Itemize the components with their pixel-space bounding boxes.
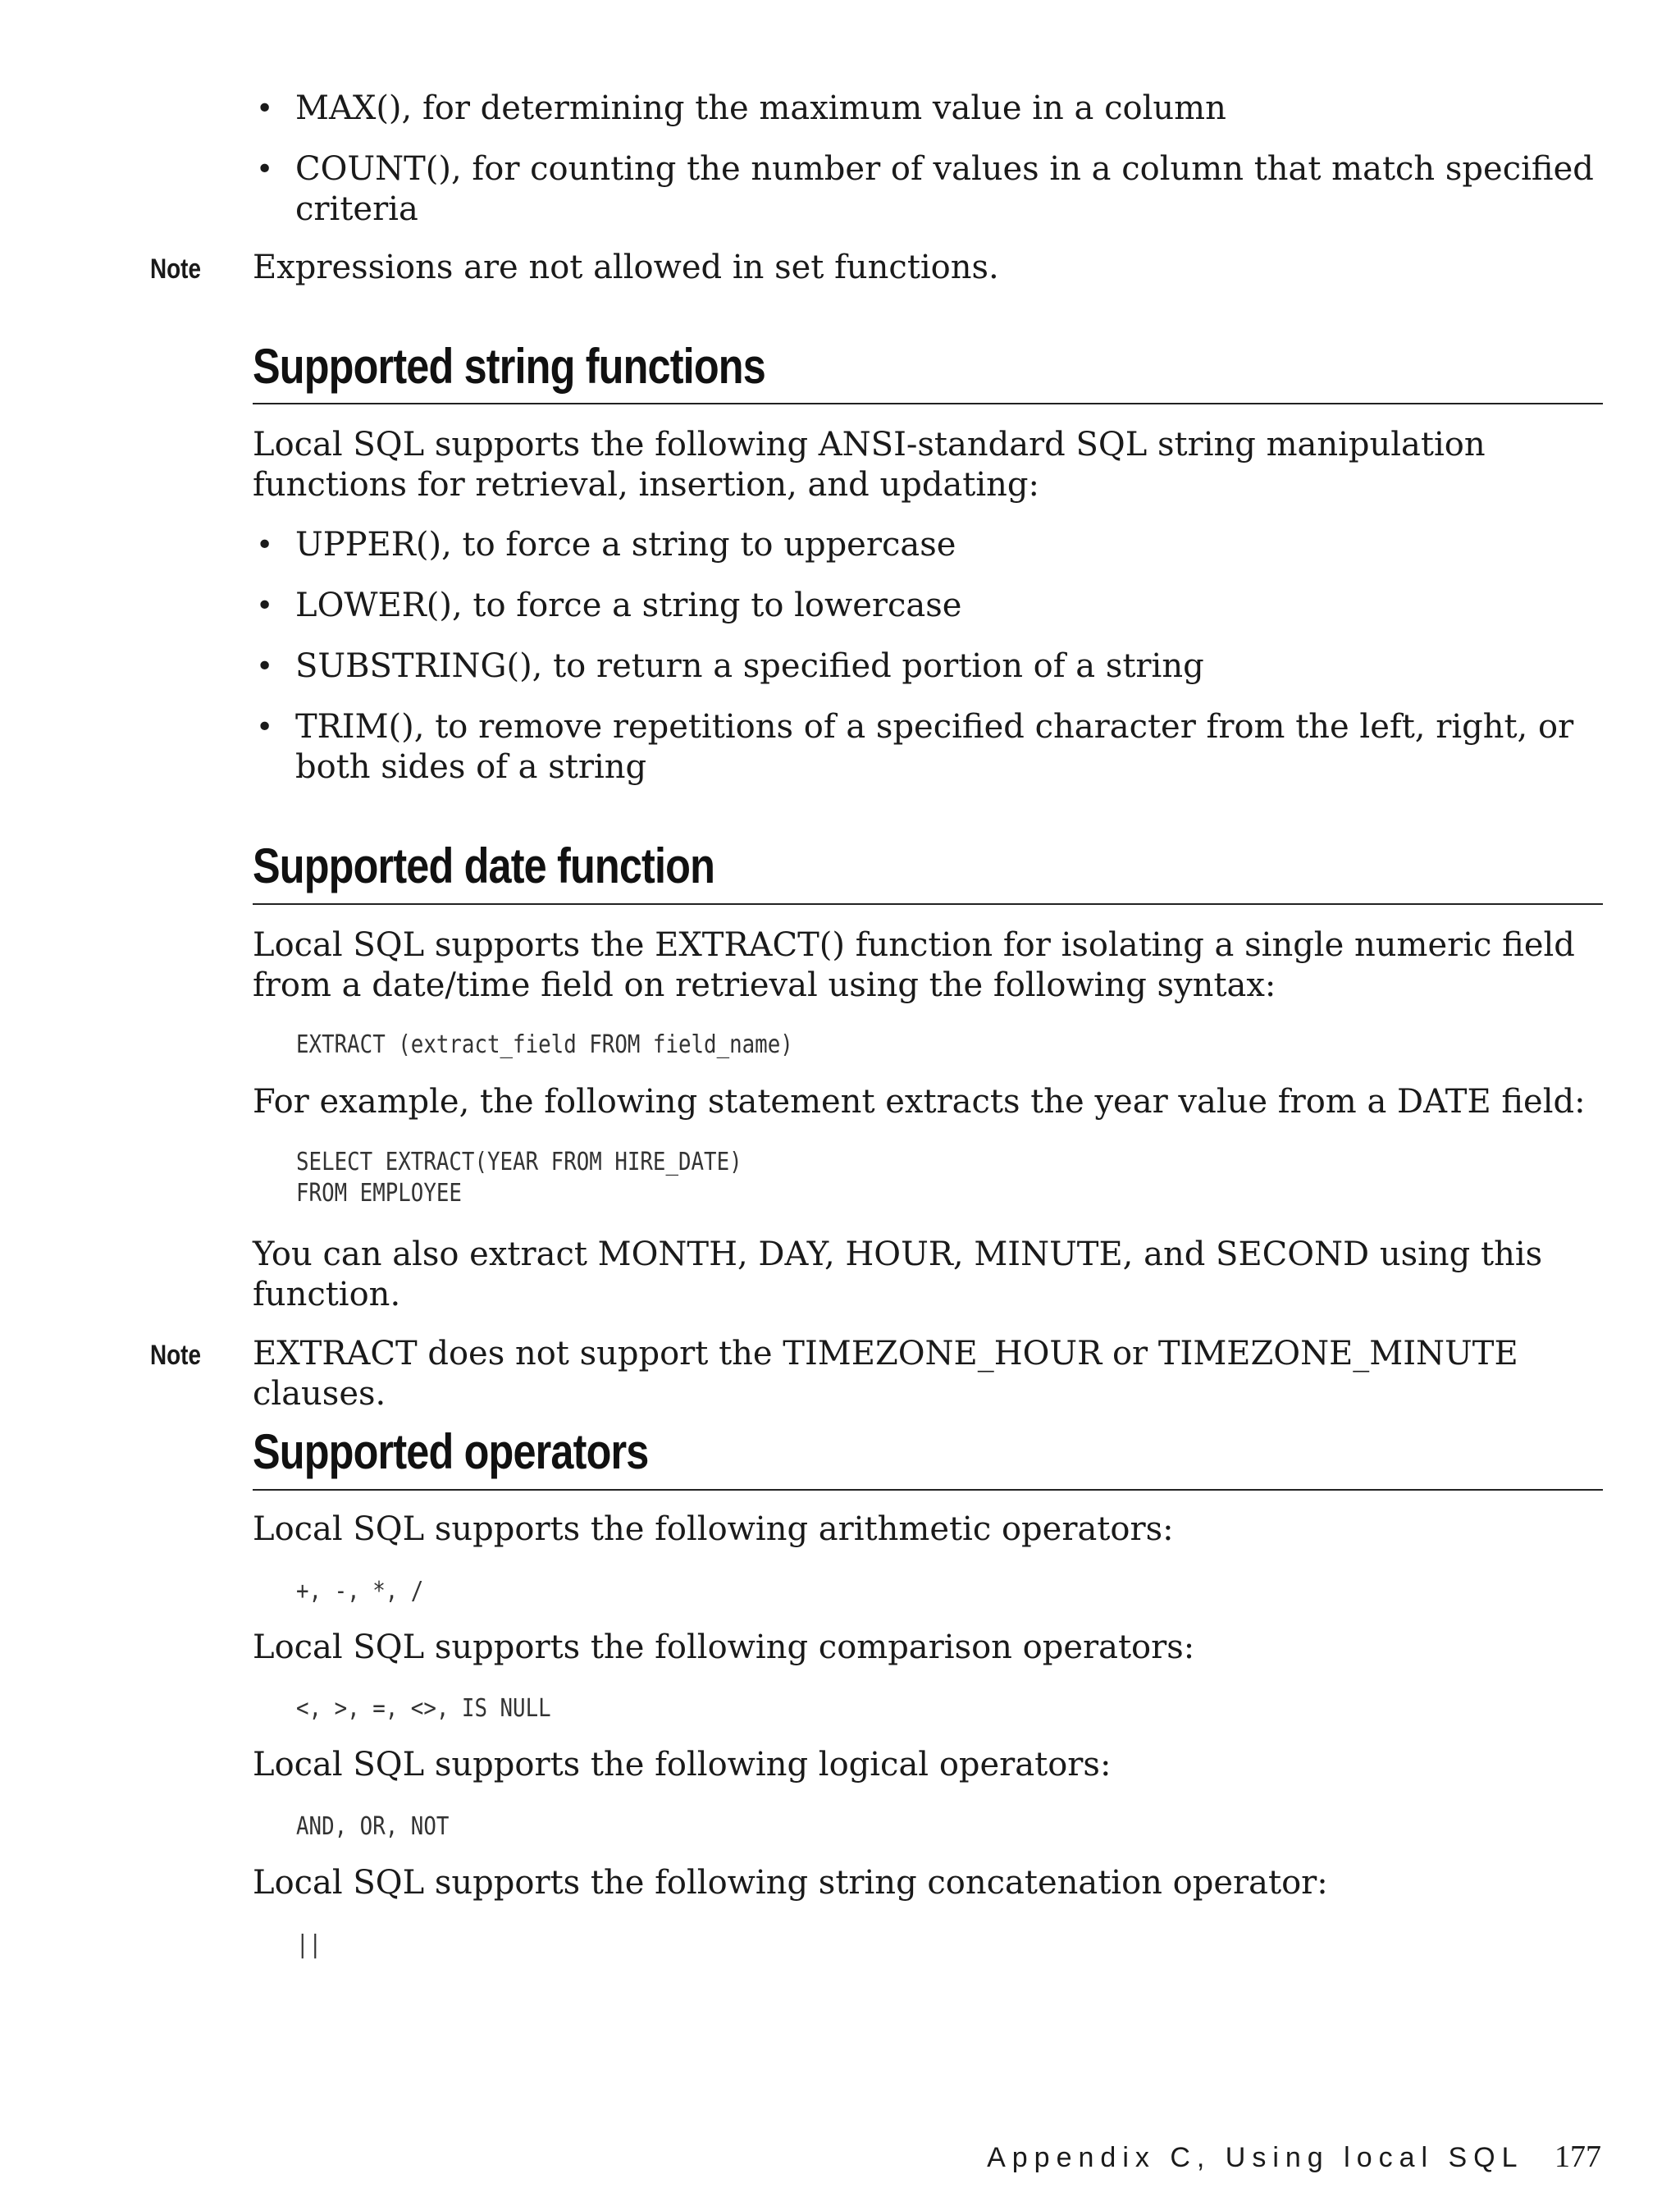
paragraph: For example, the following statement extracts the year value from a DATE field: bbox=[253, 1083, 1586, 1121]
bullet-icon: • bbox=[256, 528, 274, 562]
code-block: EXTRACT (extract_field FROM field_name) bbox=[296, 1030, 793, 1059]
heading-text: Supported operators bbox=[253, 1424, 649, 1479]
heading-rule bbox=[253, 903, 1603, 905]
heading-text: Supported string functions bbox=[253, 339, 765, 394]
bullet-icon: • bbox=[256, 153, 274, 186]
page-footer bbox=[987, 2140, 1601, 2175]
heading-text: Supported date function bbox=[253, 838, 715, 893]
section-heading bbox=[253, 338, 1603, 395]
section-heading bbox=[253, 1423, 1603, 1481]
footer-title: Appendix C, Using local SQL bbox=[987, 2142, 1524, 2173]
bullet-text: UPPER(), to force a string to uppercase bbox=[295, 526, 956, 564]
page-number: 177 bbox=[1554, 2140, 1601, 2174]
section-heading bbox=[253, 838, 1603, 895]
paragraph: Local SQL supports the following arithmetic operators: bbox=[253, 1510, 1174, 1548]
paragraph: Local SQL supports the following comparison operators: bbox=[253, 1628, 1195, 1666]
bullet-text: SUBSTRING(), to return a specified portion of a string bbox=[295, 647, 1204, 685]
bullet-text: TRIM(), to remove repetitions of a specified character from the left, right, or both sides of a string bbox=[295, 708, 1574, 786]
bullet-icon: • bbox=[256, 589, 274, 623]
note-text: Expressions are not allowed in set functions. bbox=[253, 249, 999, 286]
paragraph: Local SQL supports the following string concatenation operator: bbox=[253, 1864, 1328, 1902]
paragraph: Local SQL supports the following logical operators: bbox=[253, 1746, 1112, 1784]
code-block: AND, OR, NOT bbox=[296, 1812, 450, 1841]
note-label: Note bbox=[150, 254, 201, 285]
bullet-icon: • bbox=[256, 710, 274, 744]
note-label: Note bbox=[150, 1340, 201, 1371]
heading-rule bbox=[253, 1489, 1603, 1491]
note-text: EXTRACT does not support the TIMEZONE_HOUR or TIMEZONE_MINUTE clauses. bbox=[253, 1335, 1518, 1413]
paragraph: You can also extract MONTH, DAY, HOUR, MINUTE, and SECOND using this function. bbox=[253, 1236, 1543, 1313]
paragraph: Local SQL supports the EXTRACT() function for isolating a single numeric field from a date/time field on retrieval using the following syntax: bbox=[253, 926, 1575, 1004]
bullet-icon: • bbox=[256, 92, 274, 126]
code-block: SELECT EXTRACT(YEAR FROM HIRE_DATE) FROM EMPLOYEE bbox=[296, 1148, 742, 1208]
bullet-icon: • bbox=[256, 650, 274, 683]
bullet-text: COUNT(), for counting the number of values in a column that match specified criteria bbox=[295, 150, 1594, 228]
bullet-text: LOWER(), to force a string to lowercase bbox=[295, 587, 962, 624]
code-block: <, >, =, <>, IS NULL bbox=[296, 1694, 551, 1723]
paragraph: Local SQL supports the following ANSI-standard SQL string manipulation functions for retrieval, insertion, and updating: bbox=[253, 426, 1486, 504]
code-block: || bbox=[296, 1930, 322, 1959]
heading-rule bbox=[253, 403, 1603, 404]
code-block: +, -, *, / bbox=[296, 1577, 424, 1606]
bullet-text: MAX(), for determining the maximum value in a column bbox=[295, 89, 1226, 127]
